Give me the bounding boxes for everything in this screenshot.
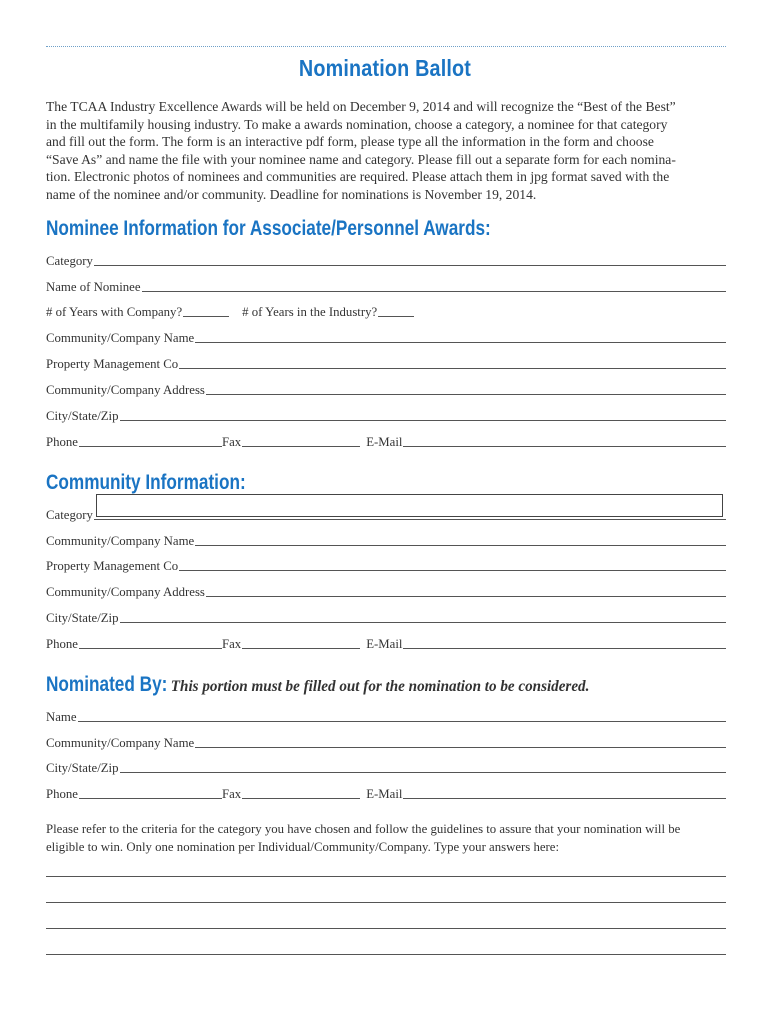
answer-line[interactable] (46, 954, 726, 955)
field-label: E-Mail (366, 787, 403, 801)
input-line[interactable] (94, 265, 726, 266)
community-city-state-zip-field[interactable] (46, 609, 726, 625)
field-label: Property Management Co (46, 357, 179, 371)
field-label: City/State/Zip (46, 611, 119, 625)
intro-line: tion. Electronic photos of nominees and communities are required. Please attach them in jpg format saved with the (46, 169, 670, 185)
field-label: Fax (222, 637, 242, 651)
nominated-by-heading (46, 672, 590, 697)
field-label: City/State/Zip (46, 761, 119, 775)
input-line[interactable] (94, 519, 726, 520)
nominee-years-fields (46, 303, 726, 319)
input-line[interactable] (142, 291, 726, 292)
input-line[interactable] (78, 721, 726, 722)
nominator-city-state-zip-field[interactable] (46, 759, 726, 775)
input-line[interactable] (206, 394, 726, 395)
years-company-input[interactable] (183, 316, 229, 317)
answer-line[interactable] (46, 902, 726, 903)
fax-input[interactable] (242, 446, 360, 447)
nominated-by-note: This portion must be filled out for the nomination to be considered. (170, 678, 590, 695)
community-contact-fields (46, 635, 726, 651)
input-line[interactable] (120, 772, 726, 773)
intro-line: and fill out the form. The form is an interactive pdf form, please type all the information in the form and choose (46, 134, 654, 150)
field-label: Fax (222, 787, 242, 801)
criteria-instructions (46, 820, 730, 856)
community-property-management-field[interactable] (46, 557, 726, 573)
field-label: City/State/Zip (46, 409, 119, 423)
years-industry-input[interactable] (378, 316, 414, 317)
nominated-by-title: Nominated By: (46, 672, 168, 696)
intro-line: The TCAA Industry Excellence Awards will be held on December 9, 2014 and will recognize the “Best of the Best” (46, 99, 676, 114)
field-label: # of Years in the Industry? (242, 305, 378, 319)
input-line[interactable] (120, 420, 726, 421)
answer-line[interactable] (46, 928, 726, 929)
field-label: Fax (222, 435, 242, 449)
criteria-line: eligible to win. Only one nomination per Individual/Community/Company. Type your answers here: (46, 840, 560, 854)
phone-input[interactable] (79, 648, 222, 649)
nominee-name-field[interactable] (46, 278, 726, 294)
fax-input[interactable] (242, 798, 360, 799)
field-label: # of Years with Company? (46, 305, 183, 319)
nominator-community-name-field[interactable] (46, 734, 726, 750)
field-label: Category (46, 508, 93, 522)
field-label: Property Management Co (46, 559, 179, 573)
intro-line: name of the nominee and/or community. Deadline for nominations is November 19, 2014. (46, 186, 537, 202)
criteria-line: Please refer to the criteria for the category you have chosen and follow the guidelines to assure that your nomination will be (46, 822, 681, 836)
input-line[interactable] (179, 368, 726, 369)
field-label: E-Mail (366, 435, 403, 449)
community-address-field[interactable] (46, 583, 726, 599)
nominator-name-field[interactable] (46, 708, 726, 724)
nominee-community-name-field[interactable] (46, 329, 726, 345)
field-label: Community/Company Name (46, 534, 195, 548)
input-line[interactable] (206, 596, 726, 597)
community-category-field[interactable] (46, 506, 726, 522)
input-line[interactable] (195, 545, 726, 546)
phone-input[interactable] (79, 446, 222, 447)
intro-line: “Save As” and name the file with your nominee name and category. Please fill out a separate form for each nomina- (46, 151, 676, 167)
nominee-section-heading: Nominee Information for Associate/Personnel Awards: (46, 216, 491, 240)
field-label: Phone (46, 637, 78, 651)
email-input[interactable] (403, 648, 726, 649)
field-label: Phone (46, 787, 78, 801)
nominee-category-field[interactable] (46, 252, 726, 268)
field-label: Name of Nominee (46, 280, 141, 294)
field-label: Category (46, 254, 93, 268)
field-label: Name (46, 710, 77, 724)
nominee-contact-fields (46, 433, 726, 449)
field-label: E-Mail (366, 637, 403, 651)
field-label: Phone (46, 435, 78, 449)
input-line[interactable] (195, 342, 726, 343)
field-label: Community/Company Name (46, 331, 195, 345)
email-input[interactable] (403, 446, 726, 447)
nominee-property-management-field[interactable] (46, 355, 726, 371)
nominator-contact-fields (46, 785, 726, 801)
answer-line[interactable] (46, 876, 726, 877)
fax-input[interactable] (242, 648, 360, 649)
nominee-city-state-zip-field[interactable] (46, 407, 726, 423)
input-line[interactable] (179, 570, 726, 571)
page-title: Nomination Ballot (298, 55, 472, 81)
intro-paragraph (46, 98, 730, 204)
nominee-address-field[interactable] (46, 381, 726, 397)
intro-line: in the multifamily housing industry. To make a awards nomination, choose a category, a nominee for that category (46, 116, 668, 132)
community-name-field[interactable] (46, 532, 726, 548)
phone-input[interactable] (79, 798, 222, 799)
community-section-heading: Community Information: (46, 470, 246, 494)
field-label: Community/Company Address (46, 585, 205, 599)
top-divider (46, 46, 726, 47)
email-input[interactable] (403, 798, 726, 799)
input-line[interactable] (120, 622, 726, 623)
field-label: Community/Company Address (46, 383, 205, 397)
field-label: Community/Company Name (46, 736, 195, 750)
input-line[interactable] (195, 747, 726, 748)
